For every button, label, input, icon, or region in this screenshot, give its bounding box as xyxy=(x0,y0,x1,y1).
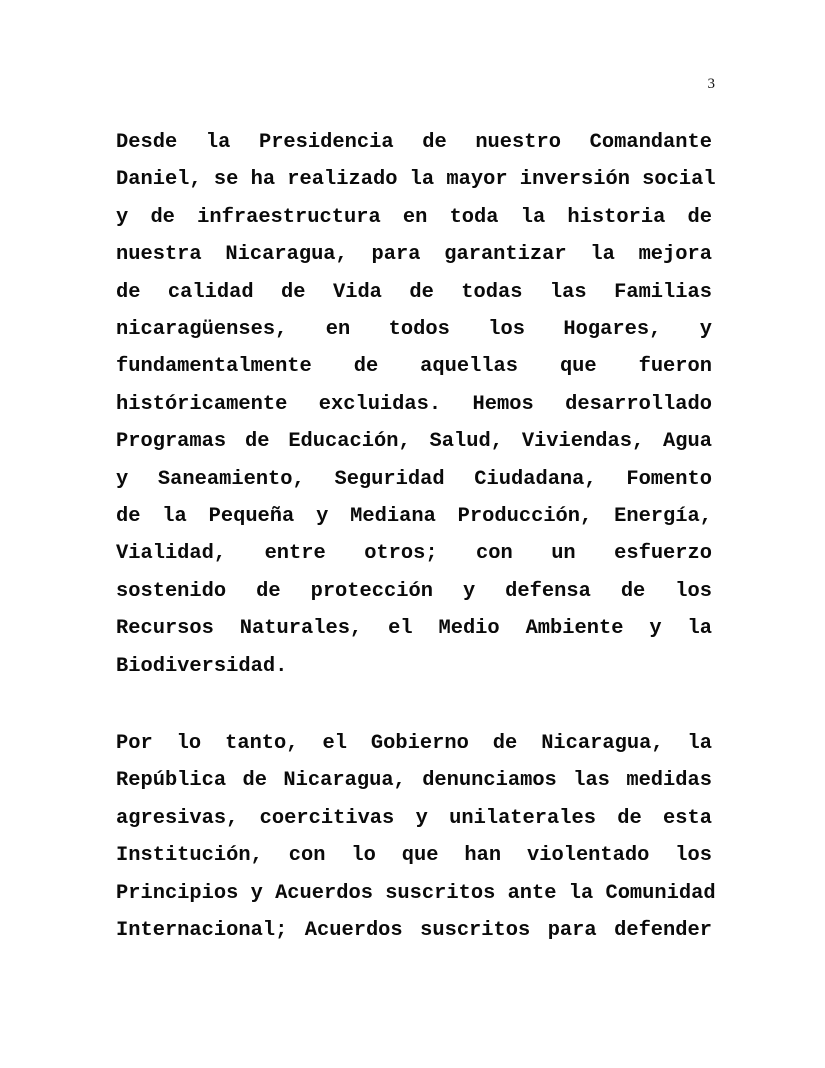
text-line: Por lo tanto, el Gobierno de Nicaragua, la xyxy=(116,732,712,755)
text-line: Recursos Naturales, el Medio Ambiente y la xyxy=(116,617,712,641)
page-number: 3 xyxy=(707,76,715,92)
paragraph-2 xyxy=(116,725,716,949)
text-line: de la Pequeña y Mediana Producción, Energía, xyxy=(116,505,712,529)
text-line: agresivas, coercitivas y unilaterales de esta xyxy=(116,806,712,830)
text-line: Daniel, se ha realizado la mayor inversión social xyxy=(116,168,716,192)
text-line: y Saneamiento, Seguridad Ciudadana, Fomento xyxy=(116,467,712,491)
text-line: nuestra Nicaragua, para garantizar la mejora xyxy=(116,243,712,267)
text-line: fundamentalmente de aquellas que fueron xyxy=(116,355,712,379)
text-line: Institución, con lo que han violentado los xyxy=(116,844,712,868)
text-line: Principios y Acuerdos suscritos ante la Comunidad xyxy=(116,881,716,905)
text-line: Programas de Educación, Salud, Viviendas, Agua xyxy=(116,430,712,454)
text-line: Desde la Presidencia de nuestro Comandante xyxy=(116,131,712,154)
text-line: Biodiversidad. xyxy=(116,654,288,678)
text-line: y de infraestructura en toda la historia de xyxy=(116,205,712,229)
paragraph-1 xyxy=(116,124,716,685)
text-line: República de Nicaragua, denunciamos las medidas xyxy=(116,769,712,793)
text-line: Vialidad, entre otros; con un esfuerzo xyxy=(116,542,712,566)
text-line: de calidad de Vida de todas las Familias xyxy=(116,280,712,304)
text-line: sostenido de protección y defensa de los xyxy=(116,579,712,603)
text-line: históricamente excluidas. Hemos desarrollado xyxy=(116,392,712,416)
text-line: Internacional; Acuerdos suscritos para defender xyxy=(116,919,712,943)
text-line: nicaragüenses, en todos los Hogares, y xyxy=(116,318,712,342)
